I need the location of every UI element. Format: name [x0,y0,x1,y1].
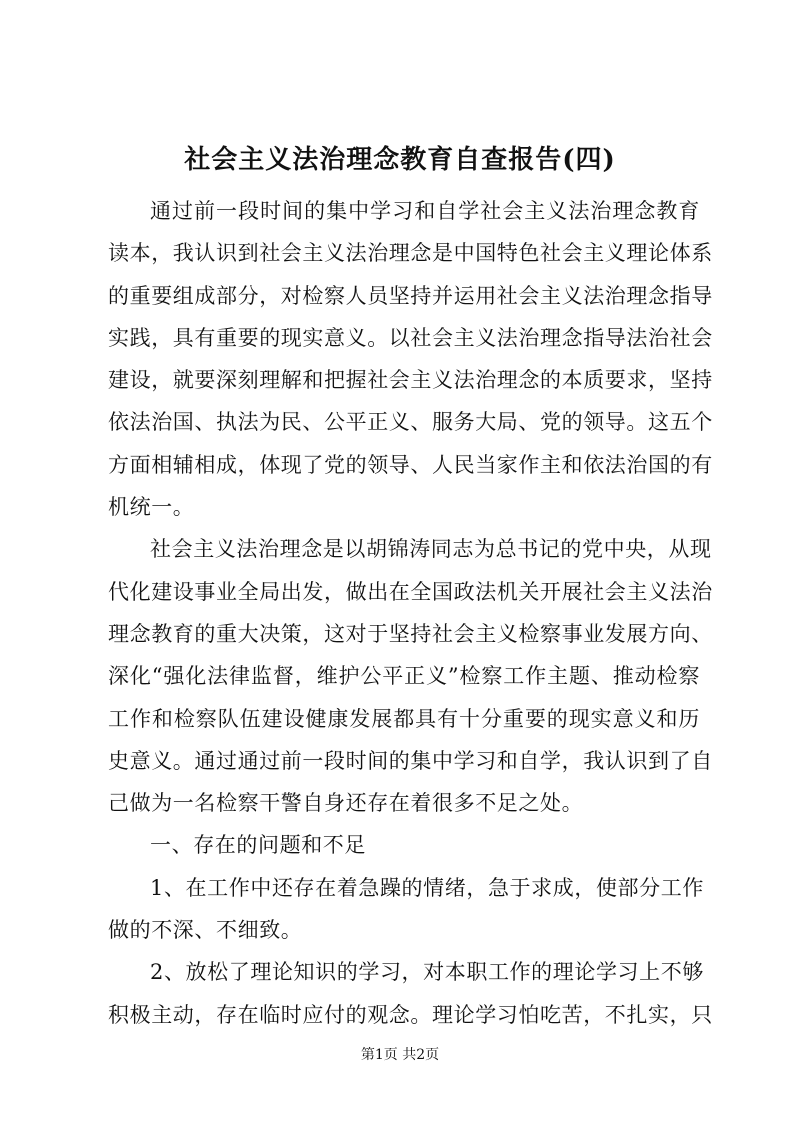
text-line: 机统一。 [108,495,195,520]
text-line: 代化建设事业全局出发，做出在全国政法机关开展社会主义法治 [108,579,713,604]
text-line: 积极主动，存在临时应付的观念。理论学习怕吃苦，不扎实，只 [108,1002,713,1027]
text-line: 史意义。通过通过前一段时间的集中学习和自学，我认识到了自 [108,748,713,773]
text-line: 建设，就要深刻理解和把握社会主义法治理念的本质要求，坚持 [108,368,713,393]
text-line: 工作和检察队伍建设健康发展都具有十分重要的现实意义和历 [108,706,700,731]
text-line: 实践，具有重要的现实意义。以社会主义法治理念指导法治社会 [108,325,713,350]
text-line: 的重要组成部分，对检察人员坚持并运用社会主义法治理念指导 [108,283,713,308]
text-line: 依法治国、执法为民、公平正义、服务大局、党的领导。这五个 [108,410,713,435]
text-line: 读本，我认识到社会主义法治理念是中国特色社会主义理论体系 [108,241,713,266]
text-line: 2、放松了理论知识的学习，对本职工作的理论学习上不够 [150,960,704,985]
page-title: 社会主义法治理念教育自查报告(四) [184,145,616,175]
document-body [108,190,713,1036]
text-line: 通过前一段时间的集中学习和自学社会主义法治理念教育 [150,199,700,223]
text-line: 社会主义法治理念是以胡锦涛同志为总书记的党中央，从现 [150,537,712,562]
page-footer: 第1页 共2页 [360,1047,440,1063]
text-line: 1、在工作中还存在着急躁的情绪，急于求成，使部分工作 [150,875,704,900]
text-line: 理念教育的重大决策，这对于坚持社会主义检察事业发展方向、 [108,621,713,646]
text-line: 方面相辅相成，体现了党的领导、人民当家作主和依法治国的有 [108,452,713,477]
text-line: 深化“强化法律监督，维护公平正义”检察工作主题、推动检察 [108,664,700,689]
text-line: 己做为一名检察干警自身还存在着很多不足之处。 [108,791,584,816]
text-line: 一、存在的问题和不足 [150,833,366,858]
text-line: 做的不深、不细致。 [108,918,303,943]
